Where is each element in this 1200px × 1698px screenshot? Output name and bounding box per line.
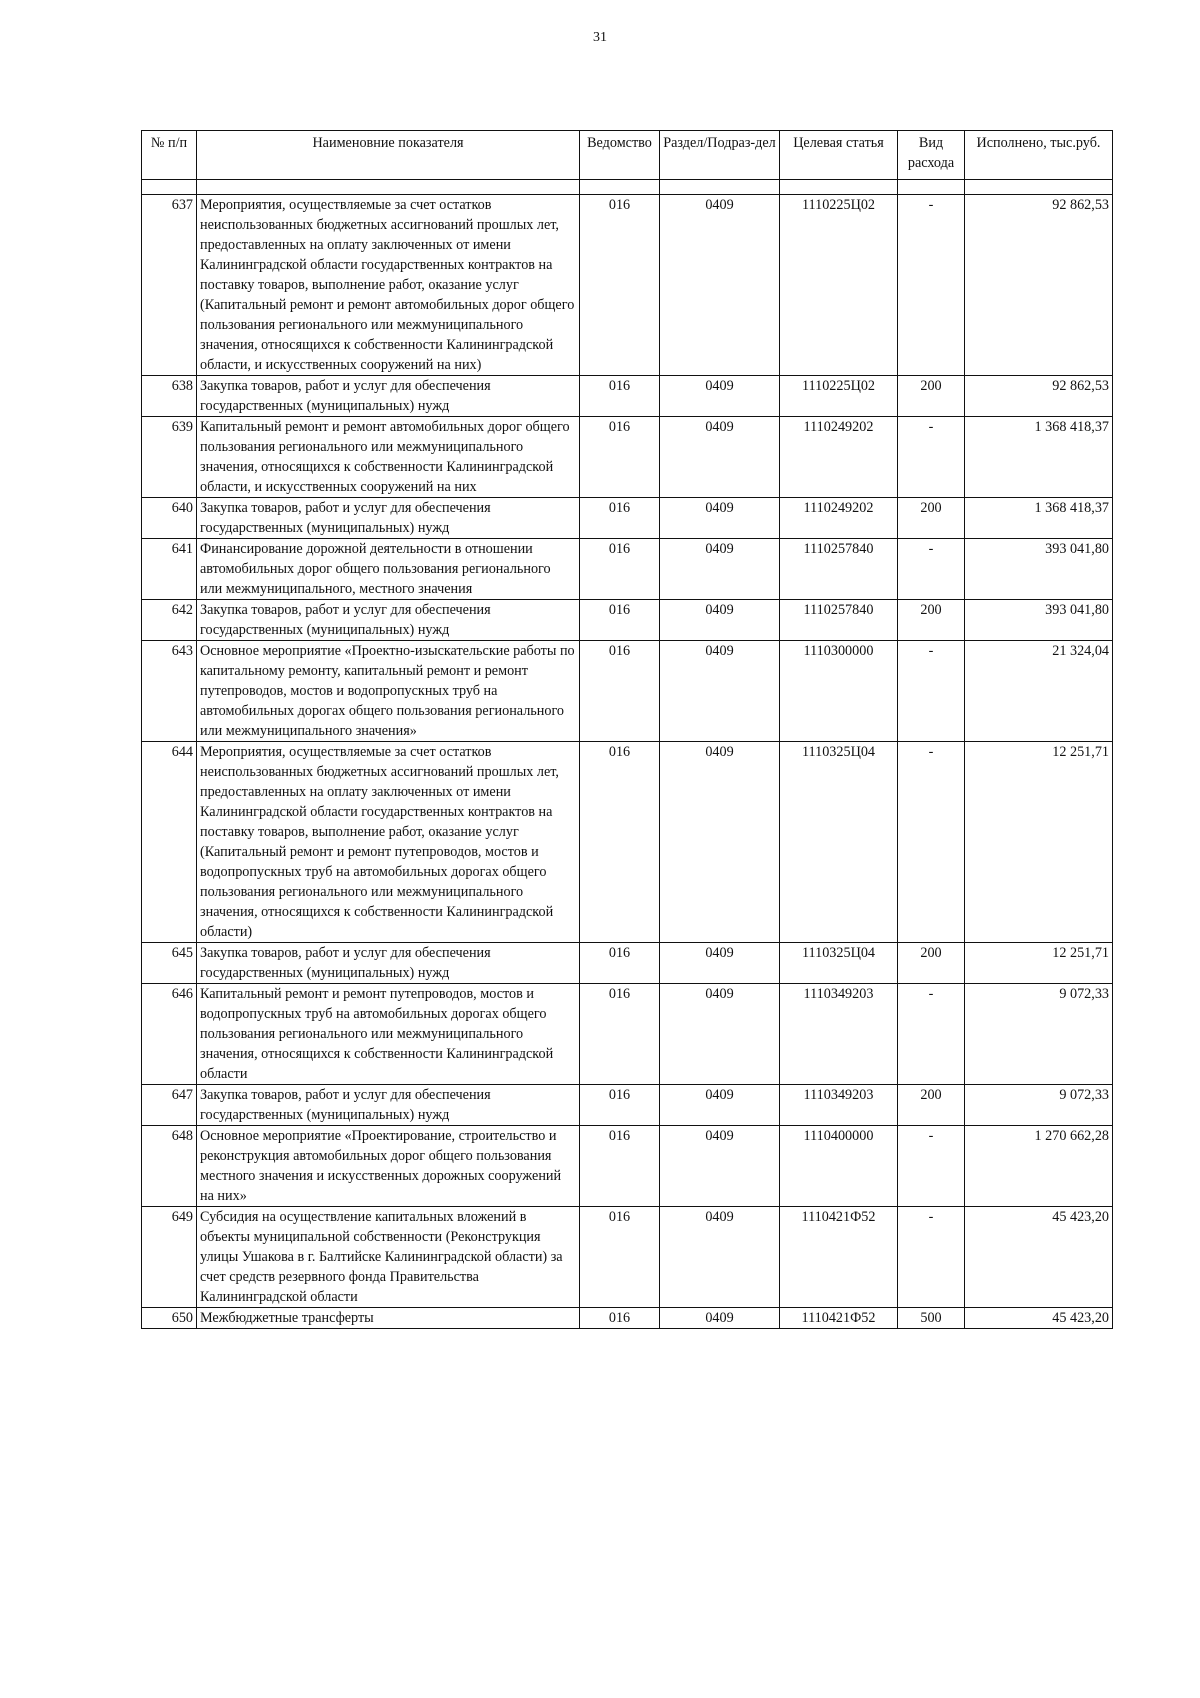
row-type: - [898,195,965,376]
row-amount: 12 251,71 [965,742,1113,943]
row-name: Капитальный ремонт и ремонт путепроводов, мостов и водопропускных труб на автомобильных дорогах общего пользования регионального или межмуниципального значения, относящихся к собственности Калининградской области [197,984,580,1085]
row-name: Межбюджетные трансферты [197,1308,580,1329]
row-amount: 1 368 418,37 [965,417,1113,498]
row-dept: 016 [580,195,660,376]
row-type: 200 [898,376,965,417]
row-number: 650 [142,1308,197,1329]
row-type: - [898,742,965,943]
row-number: 644 [142,742,197,943]
row-number: 637 [142,195,197,376]
row-type: - [898,417,965,498]
row-dept: 016 [580,1207,660,1308]
row-name: Мероприятия, осуществляемые за счет остатков неиспользованных бюджетных ассигнований прошлых лет, предоставленных на оплату заключенных от имени Калининградской области государственных контрактов на поставку товаров, выполнение работ, оказание услуг (Капитальный ремонт и ремонт путепроводов, мостов и водопропускных труб на автомобильных дорогах общего пользования регионального или межмуниципального значения, относящихся к собственности Калининградской области) [197,742,580,943]
row-amount: 1 368 418,37 [965,498,1113,539]
row-section: 0409 [660,943,780,984]
row-type: 500 [898,1308,965,1329]
table-row [142,943,1113,984]
row-number: 640 [142,498,197,539]
row-dept: 016 [580,1126,660,1207]
row-target: 1110249202 [780,417,898,498]
header-section: Раздел/Подраз-дел [660,131,780,180]
row-target: 1110249202 [780,498,898,539]
table-body [142,180,1113,1329]
row-amount: 92 862,53 [965,195,1113,376]
row-section: 0409 [660,742,780,943]
row-amount: 45 423,20 [965,1308,1113,1329]
row-section: 0409 [660,539,780,600]
row-dept: 016 [580,742,660,943]
row-amount: 45 423,20 [965,1207,1113,1308]
row-number: 648 [142,1126,197,1207]
row-amount: 1 270 662,28 [965,1126,1113,1207]
header-executed: Исполнено, тыс.руб. [965,131,1113,180]
table-row [142,195,1113,376]
row-target: 1110225Ц02 [780,376,898,417]
table-row [142,417,1113,498]
row-dept: 016 [580,1308,660,1329]
table-row [142,1207,1113,1308]
row-section: 0409 [660,417,780,498]
row-dept: 016 [580,984,660,1085]
header-target: Целевая статья [780,131,898,180]
row-name: Капитальный ремонт и ремонт автомобильных дорог общего пользования регионального или межмуниципального значения, относящихся к собственности Калининградской области, и искусственных сооружений на них [197,417,580,498]
budget-table [141,130,1113,1329]
table-row [142,498,1113,539]
row-number: 646 [142,984,197,1085]
row-amount: 393 041,80 [965,600,1113,641]
row-section: 0409 [660,195,780,376]
row-section: 0409 [660,984,780,1085]
row-section: 0409 [660,600,780,641]
row-target: 1110349203 [780,1085,898,1126]
row-name: Закупка товаров, работ и услуг для обеспечения государственных (муниципальных) нужд [197,376,580,417]
row-dept: 016 [580,417,660,498]
row-section: 0409 [660,498,780,539]
row-name: Закупка товаров, работ и услуг для обеспечения государственных (муниципальных) нужд [197,1085,580,1126]
row-name: Субсидия на осуществление капитальных вложений в объекты муниципальной собственности (Реконструкция улицы Ушакова в г. Балтийске Калининградской области) за счет средств резервного фонда Правительства Калининградской области [197,1207,580,1308]
row-target: 1110325Ц04 [780,943,898,984]
row-name: Основное мероприятие «Проектно-изыскательские работы по капитальному ремонту, капитальный ремонт и ремонт путепроводов, мостов и водопропускных труб на автомобильных дорогах общего пользования регионального или межмуниципального значения» [197,641,580,742]
table-row [142,641,1113,742]
row-amount: 21 324,04 [965,641,1113,742]
row-amount: 9 072,33 [965,1085,1113,1126]
row-target: 1110421Ф52 [780,1207,898,1308]
table-row [142,984,1113,1085]
header-name: Наименовние показателя [197,131,580,180]
row-target: 1110325Ц04 [780,742,898,943]
row-dept: 016 [580,498,660,539]
row-target: 1110257840 [780,539,898,600]
header-num: № п/п [142,131,197,180]
row-target: 1110225Ц02 [780,195,898,376]
header-spacer [142,180,1113,195]
header-type: Вид расхода [898,131,965,180]
header-dept: Ведомство [580,131,660,180]
table-row [142,376,1113,417]
row-amount: 92 862,53 [965,376,1113,417]
row-section: 0409 [660,1207,780,1308]
row-type: - [898,539,965,600]
row-number: 639 [142,417,197,498]
row-name: Закупка товаров, работ и услуг для обеспечения государственных (муниципальных) нужд [197,498,580,539]
row-number: 645 [142,943,197,984]
row-amount: 393 041,80 [965,539,1113,600]
row-dept: 016 [580,641,660,742]
row-number: 643 [142,641,197,742]
row-amount: 9 072,33 [965,984,1113,1085]
row-dept: 016 [580,1085,660,1126]
row-amount: 12 251,71 [965,943,1113,984]
row-name: Закупка товаров, работ и услуг для обеспечения государственных (муниципальных) нужд [197,600,580,641]
row-type: - [898,1207,965,1308]
row-number: 642 [142,600,197,641]
row-section: 0409 [660,376,780,417]
row-number: 641 [142,539,197,600]
row-target: 1110421Ф52 [780,1308,898,1329]
row-name: Закупка товаров, работ и услуг для обеспечения государственных (муниципальных) нужд [197,943,580,984]
table-row [142,742,1113,943]
row-target: 1110257840 [780,600,898,641]
table-row [142,600,1113,641]
row-dept: 016 [580,600,660,641]
row-number: 649 [142,1207,197,1308]
table-row [142,1308,1113,1329]
row-type: - [898,984,965,1085]
row-type: 200 [898,943,965,984]
row-name: Финансирование дорожной деятельности в отношении автомобильных дорог общего пользования регионального или межмуниципального, местного значения [197,539,580,600]
table-header [142,131,1113,180]
row-dept: 016 [580,376,660,417]
row-target: 1110349203 [780,984,898,1085]
table-row [142,539,1113,600]
row-section: 0409 [660,1085,780,1126]
row-dept: 016 [580,539,660,600]
row-type: 200 [898,600,965,641]
row-name: Основное мероприятие «Проектирование, строительство и реконструкция автомобильных дорог общего пользования местного значения и искусственных дорожных сооружений на них» [197,1126,580,1207]
row-type: 200 [898,1085,965,1126]
table-row [142,1126,1113,1207]
row-type: - [898,641,965,742]
row-section: 0409 [660,1308,780,1329]
row-name: Мероприятия, осуществляемые за счет остатков неиспользованных бюджетных ассигнований прошлых лет, предоставленных на оплату заключенных от имени Калининградской области государственных контрактов на поставку товаров, выполнение работ, оказание услуг (Капитальный ремонт и ремонт автомобильных дорог общего пользования регионального или межмуниципального значения, относящихся к собственности Калининградской области, и искусственных сооружений на них) [197,195,580,376]
row-dept: 016 [580,943,660,984]
row-number: 647 [142,1085,197,1126]
row-target: 1110300000 [780,641,898,742]
row-type: - [898,1126,965,1207]
page-number: 31 [593,30,607,45]
row-target: 1110400000 [780,1126,898,1207]
row-section: 0409 [660,641,780,742]
row-type: 200 [898,498,965,539]
row-section: 0409 [660,1126,780,1207]
table-row [142,1085,1113,1126]
row-number: 638 [142,376,197,417]
